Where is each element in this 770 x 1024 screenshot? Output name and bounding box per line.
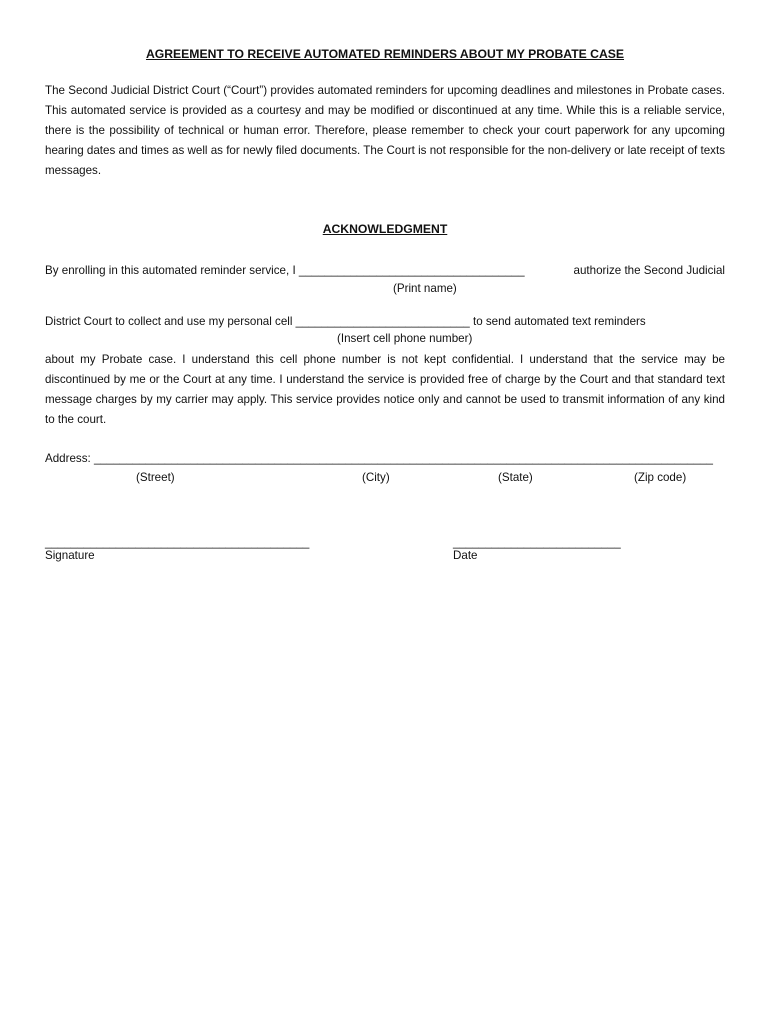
cell-phone-caption: (Insert cell phone number) bbox=[337, 332, 473, 345]
print-name-caption: (Print name) bbox=[393, 282, 457, 295]
state-caption: (State) bbox=[498, 471, 533, 484]
terms-paragraph: about my Probate case. I understand this cell phone number is not kept confidential. I understand that the service may be discontinued by me or the Court at any time. I understand the service is provided free of charge by the Court and that standard text message charges by my carrier may apply. This service provides notice only and cannot be used to transmit information of any kind to the court. bbox=[45, 353, 725, 426]
zip-caption: (Zip code) bbox=[634, 471, 687, 484]
document-title: AGREEMENT TO RECEIVE AUTOMATED REMINDERS ABOUT MY PROBATE CASE bbox=[145, 47, 625, 61]
city-caption: (City) bbox=[362, 471, 390, 484]
cell-phone-line[interactable]: District Court to collect and use my personal cell ___________________________ to send automated text reminders bbox=[45, 315, 646, 328]
address-line[interactable]: Address: ________________________________________________________________________________________________ bbox=[45, 452, 713, 465]
acknowledgment-heading: ACKNOWLEDGMENT bbox=[322, 222, 448, 236]
intro-paragraph: The Second Judicial District Court (“Court”) provides automated reminders for upcoming deadlines and milestones in Probate cases. This automated service is provided as a courtesy and may be modified or discontinued at any time. While this is a reliable service, there is the possibility of technical or human error. Therefore, please remember to check your court paperwork for any upcoming hearing dates and times as well as for newly filed documents. The Court is not responsible for the non-delivery or late receipt of texts messages. bbox=[45, 84, 725, 177]
enroll-line-name-blank[interactable]: By enrolling in this automated reminder service, I ___________________________________ bbox=[45, 264, 525, 277]
signature-line[interactable]: _________________________________________ bbox=[45, 536, 310, 549]
date-line[interactable]: __________________________ bbox=[453, 536, 621, 549]
enroll-line-right-text: authorize the Second Judicial bbox=[573, 264, 725, 277]
date-label: Date bbox=[453, 549, 478, 562]
enroll-line bbox=[45, 264, 725, 277]
street-caption: (Street) bbox=[136, 471, 175, 484]
signature-label: Signature bbox=[45, 549, 95, 562]
